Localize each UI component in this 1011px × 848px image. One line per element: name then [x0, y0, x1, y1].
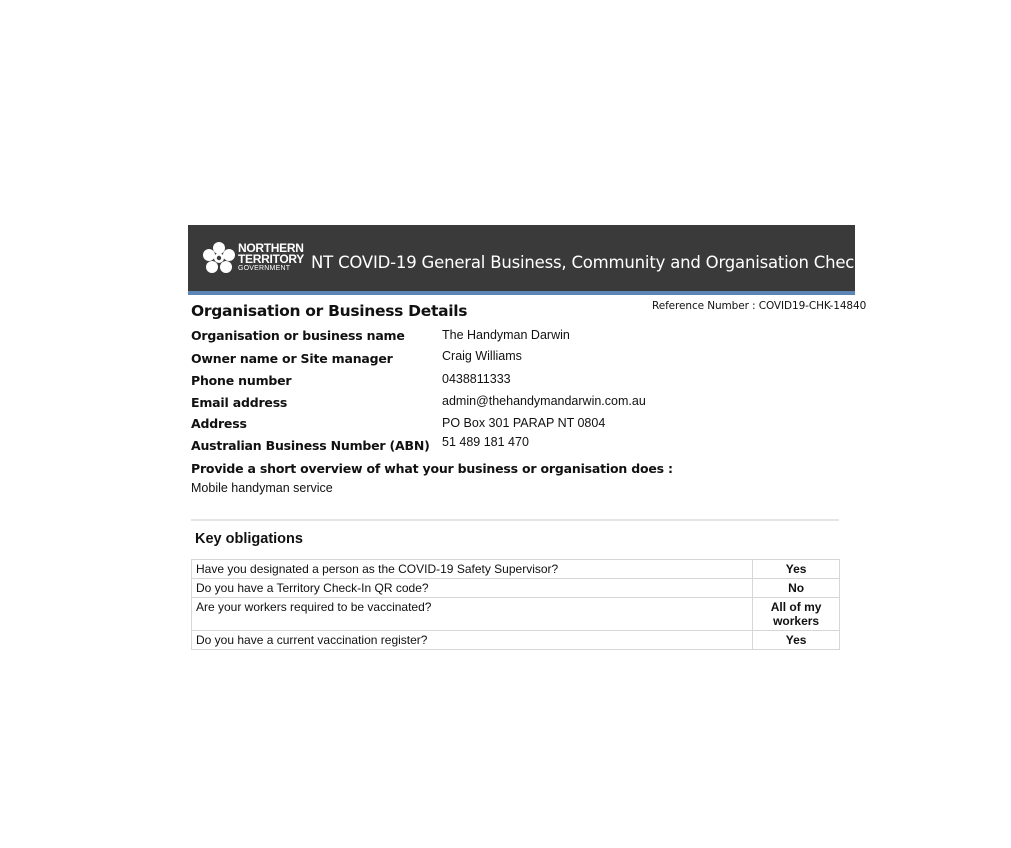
table-row [192, 579, 840, 598]
overview-label: Provide a short overview of what your business or organisation does : [191, 461, 673, 476]
details-section-title: Organisation or Business Details [191, 302, 468, 320]
header-accent-rule [188, 291, 855, 295]
obligations-title: Key obligations [195, 531, 303, 547]
obligation-question: Have you designated a person as the COVID-19 Safety Supervisor? [192, 560, 753, 579]
logo-line-2: TERRITORY [238, 252, 304, 266]
nt-government-logo [201, 240, 304, 280]
obligation-answer: No [753, 579, 840, 598]
logo-line-1: NORTHERN [238, 241, 304, 255]
owner-name-label: Owner name or Site manager [191, 351, 393, 366]
obligation-answer: Yes [753, 560, 840, 579]
table-row [192, 598, 840, 631]
address-value: PO Box 301 PARAP NT 0804 [442, 416, 606, 430]
obligation-question: Do you have a Territory Check-In QR code? [192, 579, 753, 598]
obligation-answer: Yes [753, 631, 840, 650]
reference-label: Reference Number : [652, 300, 756, 312]
table-row [192, 631, 840, 650]
email-value: admin@thehandymandarwin.com.au [442, 394, 646, 408]
logo-wordmark [238, 243, 304, 273]
phone-label: Phone number [191, 373, 292, 388]
page-title: NT COVID-19 General Business, Community and Organisation Checklist [311, 253, 887, 272]
logo-line-3: GOVERNMENT [238, 265, 291, 272]
email-label: Email address [191, 395, 288, 410]
obligations-table [191, 559, 840, 650]
org-name-label: Organisation or business name [191, 328, 405, 343]
abn-label: Australian Business Number (ABN) [191, 438, 430, 453]
table-row [192, 560, 840, 579]
phone-value: 0438811333 [442, 372, 511, 386]
abn-value: 51 489 181 470 [442, 435, 529, 449]
obligation-question: Are your workers required to be vaccinated? [192, 598, 753, 631]
flower-icon [201, 240, 237, 280]
address-label: Address [191, 416, 247, 431]
obligation-question: Do you have a current vaccination register? [192, 631, 753, 650]
overview-value: Mobile handyman service [191, 481, 333, 495]
org-name-value: The Handyman Darwin [442, 328, 570, 342]
section-divider [191, 519, 839, 521]
owner-name-value: Craig Williams [442, 349, 522, 363]
reference-number [652, 300, 866, 312]
obligation-answer: All of my workers [753, 598, 840, 631]
reference-value: COVID19-CHK-14840 [758, 300, 867, 312]
